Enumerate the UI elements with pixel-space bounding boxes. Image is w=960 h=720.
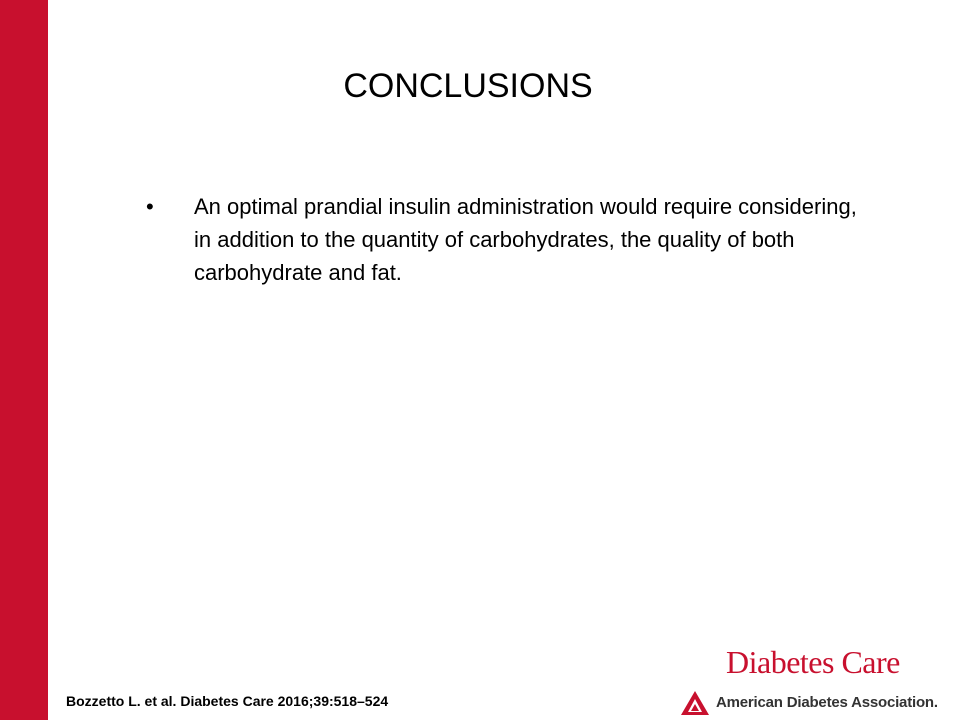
journal-logo: Diabetes Care (726, 644, 900, 680)
bullet-list (146, 190, 876, 289)
association-logo (680, 690, 938, 716)
citation: Bozzetto L. et al. Diabetes Care 2016;39:518–524 (66, 693, 389, 709)
association-name: American Diabetes Association. (716, 694, 938, 711)
ada-triangle-icon (680, 690, 710, 716)
bullet-text: An optimal prandial insulin administration would require considering, in addition to the quantity of carbohydrates, the quality of both carbohydrate and fat. (194, 194, 857, 285)
side-accent-bar (0, 0, 48, 720)
bullet-marker: • (146, 194, 154, 219)
slide-title: CONCLUSIONS (343, 67, 593, 105)
bullet-item (146, 190, 876, 289)
